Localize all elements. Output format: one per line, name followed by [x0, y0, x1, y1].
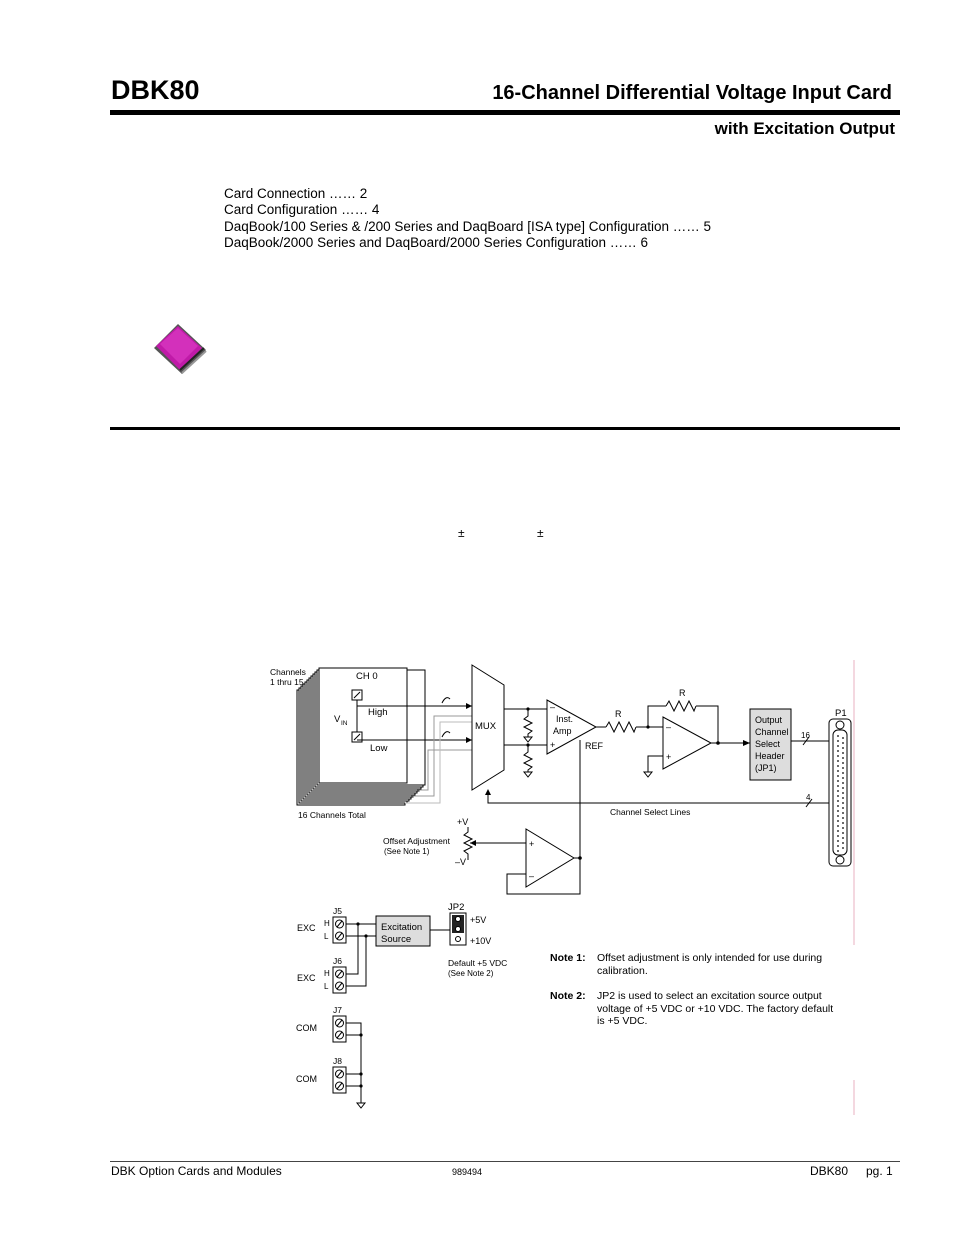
svg-text:Select: Select [755, 739, 781, 749]
table-of-contents [224, 186, 711, 251]
channels-label: Channels [270, 667, 306, 677]
exc-label: EXC [297, 973, 316, 983]
page-title: DBK80 [111, 75, 200, 105]
minus-sign: – [550, 702, 556, 712]
bus-width-16: 16 [801, 731, 810, 740]
svg-text:L: L [324, 982, 329, 991]
footer-doc-name: DBK80 [810, 1164, 849, 1178]
plus-v-label: +V [457, 817, 469, 827]
toc-item[interactable]: Card Connection …… 2 [224, 186, 368, 201]
note1-text: Offset adjustment is only intended for use during calibration. [597, 952, 823, 977]
svg-text:Output: Output [755, 715, 783, 725]
j8-label: J8 [333, 1056, 342, 1066]
com-label: COM [296, 1023, 317, 1033]
inst-amp-label-2: Amp [553, 726, 572, 736]
toc-item[interactable]: Card Configuration …… 4 [224, 202, 380, 218]
plus5v-label: +5V [470, 915, 487, 925]
default-label: Default +5 VDC [448, 958, 508, 968]
vin-label: V [334, 714, 341, 725]
note2-text: JP2 is used to select an excitation source output voltage of +5 VDC or +10 VDC. The factory default is +5 VDC. [597, 990, 834, 1027]
plus-minus-symbol: ± [537, 526, 544, 540]
jp2-label: JP2 [448, 902, 465, 913]
block-diagram [262, 655, 862, 1125]
page-subtitle-secondary: with Excitation Output [714, 119, 895, 138]
high-label: High [368, 707, 388, 718]
j6-label: J6 [333, 956, 342, 966]
feedback-resistor-label: R [679, 688, 686, 698]
com-label: COM [296, 1074, 317, 1084]
offset-adjustment-label: Offset Adjustment [383, 836, 450, 846]
plus-minus-symbol: ± [458, 526, 465, 540]
exc-label: EXC [297, 923, 316, 933]
svg-text:L: L [324, 932, 329, 941]
total-channels-label: 16 Channels Total [298, 810, 366, 820]
j5-label: J5 [333, 906, 342, 916]
svg-text:–: – [529, 871, 535, 881]
footer-page-number: pg. 1 [866, 1164, 893, 1178]
bus-width-4: 4 [806, 793, 811, 802]
inst-amp-label: Inst. [556, 714, 574, 724]
plus-sign: + [550, 740, 556, 750]
book-icon [150, 318, 210, 376]
ch0-label: CH 0 [356, 671, 378, 682]
note2-label: Note 2: [550, 990, 586, 1002]
svg-text:+: + [666, 752, 672, 762]
offset-note-ref: (See Note 1) [384, 847, 430, 856]
resistor-label: R [615, 709, 622, 719]
note1-label: Note 1: [550, 952, 586, 964]
svg-text:Excitation: Excitation [381, 922, 423, 933]
ref-label: REF [585, 741, 603, 751]
svg-text:Channel: Channel [755, 727, 789, 737]
channel-select-lines-label: Channel Select Lines [610, 807, 691, 817]
svg-text:+: + [529, 839, 535, 849]
section-rule [110, 427, 900, 430]
svg-text:(JP1): (JP1) [755, 763, 777, 773]
p1-label: P1 [835, 708, 847, 719]
svg-text:H: H [324, 919, 330, 928]
svg-text:H: H [324, 969, 330, 978]
svg-text:Source: Source [381, 934, 412, 945]
ground-icon [357, 1103, 365, 1108]
svg-text:Header: Header [755, 751, 785, 761]
mux-label: MUX [475, 721, 497, 732]
footer-rule [110, 1161, 900, 1162]
low-label: Low [370, 743, 388, 754]
footer-left: DBK Option Cards and Modules [111, 1164, 282, 1178]
plus10v-label: +10V [470, 936, 492, 946]
channels-range-label: 1 thru 15 [270, 677, 304, 687]
svg-text:–: – [666, 722, 672, 732]
toc-item[interactable]: DaqBook/100 Series & /200 Series and DaqBoard [ISA type] Configuration …… 5 [224, 218, 712, 234]
toc-item[interactable]: DaqBook/2000 Series and DaqBoard/2000 Series Configuration …… 6 [224, 234, 649, 250]
default-note-ref: (See Note 2) [448, 969, 494, 978]
j7-label: J7 [333, 1005, 342, 1015]
page-subtitle: 16-Channel Differential Voltage Input Card [492, 82, 892, 104]
header-rule [110, 110, 900, 115]
footer-doc-number: 989494 [452, 1167, 483, 1177]
minus-v-label: –V [455, 857, 467, 867]
vin-subscript: IN [341, 720, 348, 727]
